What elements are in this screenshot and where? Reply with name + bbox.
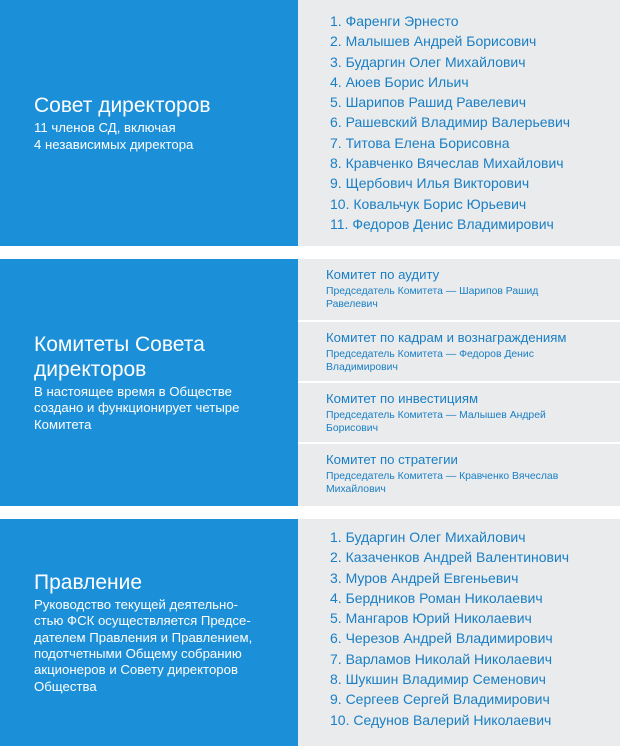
committee-chair-line: Владимирович (326, 362, 398, 373)
board-members-list (330, 11, 570, 234)
committee-chair-line: Председатель Комитета — Кравченко Вячеслав (326, 471, 559, 482)
management-desc-line: Руководство текущей деятельно- (34, 596, 239, 612)
board-desc-line: 4 независимых директора (34, 136, 194, 152)
committee-chair (326, 285, 616, 311)
committee-chair (326, 470, 616, 496)
committees-section (0, 259, 620, 506)
list-item: 3. Муров Андрей Евгеньевич (330, 569, 519, 586)
list-item: 6. Черезов Андрей Владимирович (330, 630, 553, 647)
committee-chair-line: Борисович (326, 423, 379, 434)
committee-chair-line: Председатель Комитета — Шарипов Рашид (326, 286, 539, 297)
management-desc-line: акционеров и Совету директоров (34, 662, 238, 678)
committee-name: Комитет по стратегии (326, 452, 458, 467)
board-description (34, 120, 298, 153)
list-item: 4. Аюев Борис Ильич (330, 73, 469, 90)
committee-name: Комитет по инвестициям (326, 391, 479, 406)
board-panel (0, 0, 298, 246)
list-item: 10. Седунов Валерий Николаевич (330, 711, 552, 728)
committee-audit (298, 259, 620, 320)
list-item: 4. Бердников Роман Николаевич (330, 589, 543, 606)
management-description (34, 597, 298, 695)
management-panel (0, 519, 298, 746)
management-title: Правление (34, 570, 143, 594)
committee-strategy (298, 444, 620, 506)
committees-list-panel (298, 259, 620, 506)
committee-name: Комитет по аудиту (326, 267, 440, 282)
committees-title-line: директоров (34, 357, 147, 381)
committee-chair (326, 409, 616, 435)
list-item: 8. Шукшин Владимир Семенович (330, 671, 546, 688)
committee-chair-line: Михайлович (326, 484, 386, 495)
management-desc-line: подотчетными Общему собранию (34, 646, 242, 661)
committees-desc-line: В настоящее время в Обществе (34, 383, 232, 399)
committee-chair-line: Председатель Комитета — Малышев Андрей (326, 410, 546, 421)
management-desc-line: дателем Правления и Правлением, (34, 629, 253, 645)
list-item: 10. Ковальчук Борис Юрьевич (330, 195, 527, 212)
management-section (0, 519, 620, 746)
list-item: 11. Федоров Денис Владимирович (330, 215, 554, 232)
committee-investments (298, 383, 620, 441)
committees-desc-line: Комитета (34, 416, 92, 432)
list-item: 8. Кравченко Вячеслав Михайлович (330, 155, 564, 172)
list-item: 5. Мангаров Юрий Николаевич (330, 610, 532, 627)
management-desc-line: стью ФСК осуществляется Предсе- (34, 613, 251, 629)
committee-name: Комитет по кадрам и вознаграждениям (326, 330, 567, 345)
board-title: Совет директоров (34, 94, 211, 118)
management-desc-line: Общества (34, 678, 97, 694)
list-item: 5. Шарипов Рашид Равелевич (330, 94, 527, 111)
committee-chair-line: Председатель Комитета — Федоров Денис (326, 349, 534, 360)
board-members-panel (298, 0, 620, 246)
list-item: 3. Бударгин Олег Михайлович (330, 53, 526, 70)
list-item: 7. Варламов Николай Николаевич (330, 650, 553, 667)
management-members-list (330, 527, 569, 730)
committee-hr (298, 322, 620, 380)
committee-chair-line: Равелевич (326, 299, 378, 310)
list-item: 9. Щербович Илья Викторович (330, 175, 530, 192)
list-item: 1. Фаренги Эрнесто (330, 13, 459, 29)
committees-title (34, 332, 298, 382)
board-desc-line: 11 членов СД, включая (34, 120, 176, 136)
list-item: 2. Казаченков Андрей Валентинович (330, 549, 570, 566)
list-item: 6. Рашевский Владимир Валерьевич (330, 114, 571, 131)
board-section (0, 0, 620, 246)
committees-description (34, 384, 298, 433)
list-item: 1. Бударгин Олег Михайлович (330, 529, 526, 545)
management-members-panel (298, 519, 620, 746)
committees-desc-line: создано и функционирует четыре (34, 400, 240, 416)
list-item: 9. Сергеев Сергей Владимирович (330, 691, 550, 708)
list-item: 7. Титова Елена Борисовна (330, 134, 510, 151)
committee-chair (326, 348, 616, 374)
committees-title-line: Комитеты Совета (34, 332, 205, 356)
committees-panel (0, 259, 298, 506)
list-item: 2. Малышев Андрей Борисович (330, 33, 537, 50)
